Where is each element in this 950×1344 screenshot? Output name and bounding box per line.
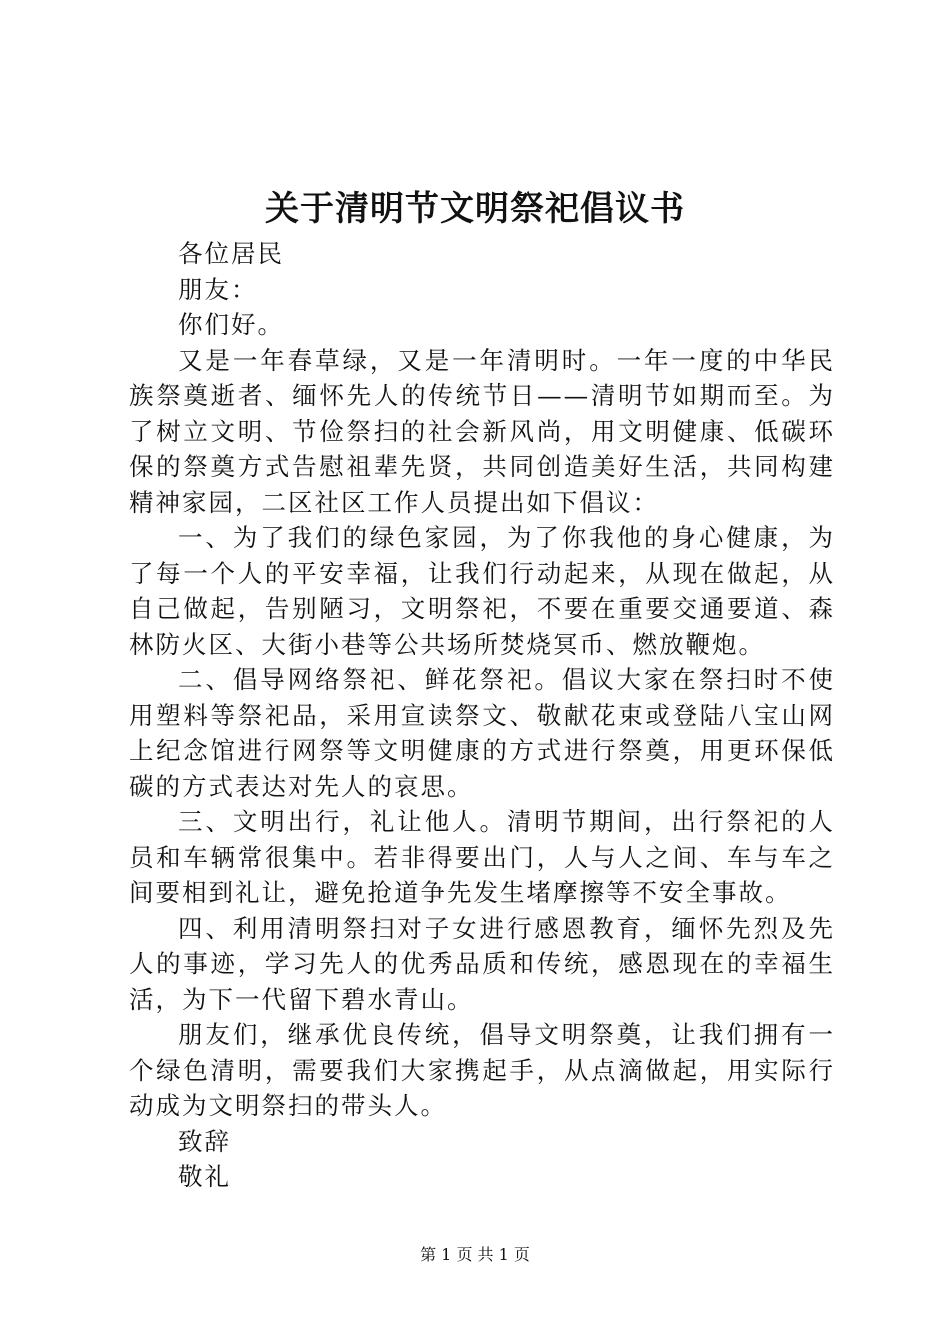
closing-line-1: 致辞: [178, 1126, 231, 1156]
salutation-line-2: 朋友：: [178, 274, 258, 304]
document-body: [129, 236, 835, 1195]
paragraph-proposal-3: 三、文明出行，礼让他人。清明节期间，出行祭祀的人员和车辆常很集中。若非得要出门，人与人之间、车与车之间要相到礼让，避免抢道争先发生堵摩擦等不安全事故。: [129, 807, 835, 907]
salutation-line-1: 各位居民: [178, 239, 284, 268]
paragraph-proposal-1: 一、为了我们的绿色家园，为了你我他的身心健康，为了每一个人的平安幸福，让我们行动起来，从现在做起，从自己做起，告别陋习，文明祭祀，不要在重要交通要道、森林防火区、大街小巷等公共场所焚烧冥币、燃放鞭炮。: [129, 523, 835, 659]
document-title: 关于清明节文明祭祀倡议书: [265, 189, 685, 229]
greeting-line: 你们好。: [178, 310, 284, 339]
paragraph-proposal-4: 四、利用清明祭扫对子女进行感恩教育，缅怀先烈及先人的事迹，学习先人的优秀品质和传统，感恩现在的幸福生活，为下一代留下碧水青山。: [129, 913, 835, 1014]
closing-line-2: 敬礼: [178, 1162, 231, 1191]
paragraph-proposal-2: 二、倡导网络祭祀、鲜花祭祀。倡议大家在祭扫时不使用塑料等祭祀品，采用宣读祭文、敬献花束或登陆八宝山网上纪念馆进行网祭等文明健康的方式进行祭奠，用更环保低碳的方式表达对先人的哀思。: [129, 665, 835, 801]
page-number-footer: 第 1 页 共 1 页: [420, 1245, 530, 1264]
paragraph-intro: 又是一年春草绿，又是一年清明时。一年一度的中华民族祭奠逝者、缅怀先人的传统节日——清明节如期而至。为了树立文明、节俭祭扫的社会新风尚，用文明健康、低碳环保的祭奠方式告慰祖辈先贤，共同创造美好生活，共同构建精神家园，二区社区工作人员提出如下倡议：: [129, 345, 835, 517]
paragraph-conclusion: 朋友们，继承优良传统，倡导文明祭奠，让我们拥有一个绿色清明，需要我们大家携起手，从点滴做起，用实际行动成为文明祭扫的带头人。: [129, 1020, 835, 1120]
